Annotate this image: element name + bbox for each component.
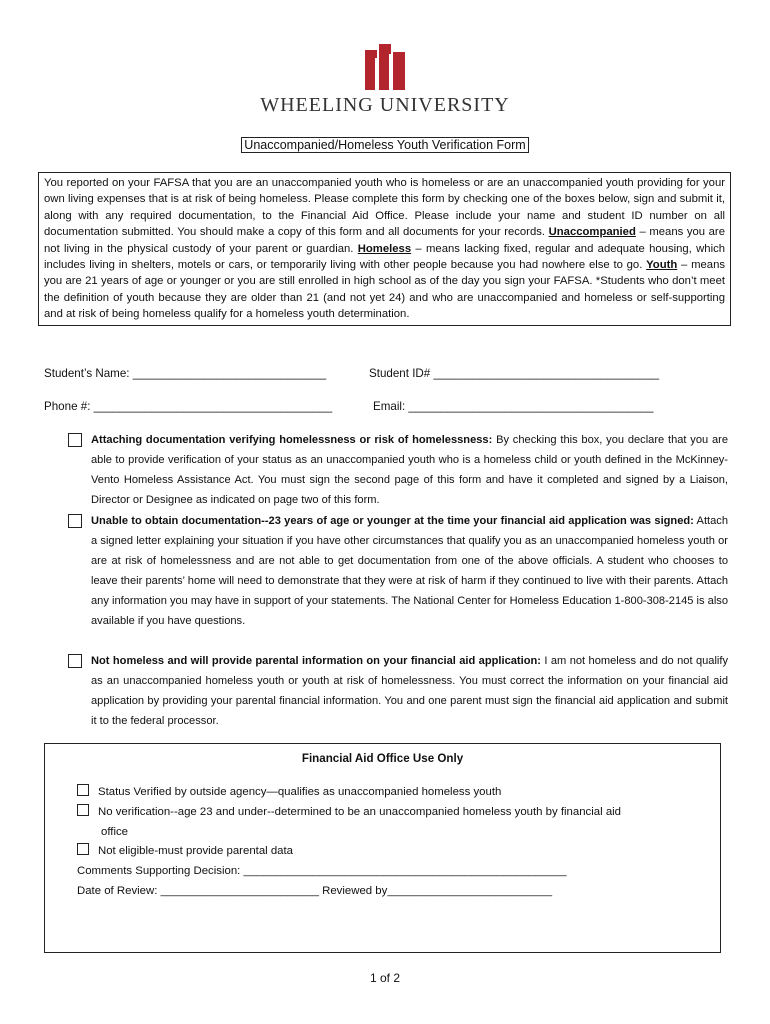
office-item-no-verification-cont: office <box>101 826 129 838</box>
option-not-homeless: Not homeless and will provide parental information on your financial aid application: I am not homeless and do not qualify as an unaccompanied homeless youth or youth at risk of homelessness. You must correct the information on your financial aid application by providing your parental financial information. You and one parent must sign the financial aid application and submit it to the federal processor. <box>68 651 728 731</box>
student-name-field[interactable]: Student’s Name: ______________________________ <box>44 367 327 380</box>
office-date-review-field[interactable]: Date of Review: _________________________ Reviewed by__________________________ <box>77 885 553 897</box>
email-field[interactable]: Email: ______________________________________ <box>373 400 654 413</box>
university-logo <box>0 44 770 117</box>
term-unaccompanied: Unaccompanied <box>548 226 636 239</box>
term-homeless: Homeless <box>357 242 412 255</box>
office-item-not-eligible: Not eligible-must provide parental data <box>77 841 697 861</box>
phone-row <box>44 400 332 413</box>
office-verified-checkbox[interactable] <box>77 784 89 796</box>
office-not-eligible-checkbox[interactable] <box>77 843 89 855</box>
phone-field[interactable]: Phone #: _____________________________________ <box>44 400 333 413</box>
term-youth: Youth <box>646 259 678 272</box>
office-use-title: Financial Aid Office Use Only <box>301 752 464 765</box>
email-row <box>373 400 653 413</box>
option-documentation-checkbox[interactable] <box>68 433 82 447</box>
form-title: Unaccompanied/Homeless Youth Verification Form <box>0 138 770 152</box>
option-no-documentation: Unable to obtain documentation--23 years of age or younger at the time your financial aid application was signed: Attach a signed letter explaining your situation if you have other circumstances that qualify you as an unaccompanied homeless youth or are at risk of homelessness and are not able to get documentation from one of the above officials. A student who chooses to leave their parents’ home will need to demonstrate that they were at risk of harm if they continued to live with their parents. Attach any information you may have in support of your statements. The National Center for Homeless Education 1-800-308-2145 is also available if you have questions. <box>68 511 728 631</box>
office-comments-field[interactable]: Comments Supporting Decision: ___________________________________________________ <box>77 865 567 877</box>
student-id-field[interactable]: Student ID# ___________________________________ <box>369 367 660 380</box>
office-use-box <box>44 743 721 953</box>
option-no-documentation-checkbox[interactable] <box>68 514 82 528</box>
student-name-row <box>44 367 326 380</box>
intro-paragraph: You reported on your FAFSA that you are an unaccompanied youth who is homeless or are an unaccompanied youth providing for your own living expenses that is at risk of being homeless. Please complete this form by checking one of the boxes below, sign and submit it, along with any required documentation, to the Financial Aid Office. Please include your name and student ID number on all documentation submitted. You should make a copy of this form and all documents for your records. Unaccompanied – means you are not living in the physical custody of your parent or guardian. Homeless – means lacking fixed, regular and adequate housing, which includes living in shelters, motels or cars, or temporarily living with other people because you had nowhere else to go. Youth – means you are 21 years of age or younger or you are still enrolled in high school as of the day you sign your FAFSA. *Students who don’t meet the definition of youth because they are older than 21 (and not yet 24) and who are unaccompanied and homeless or self-supporting and at risk of being homeless qualify for a homeless youth determination. <box>38 172 731 326</box>
office-item-no-verification: No verification--age 23 and under--determined to be an unaccompanied homeless youth by financial aid <box>77 802 697 822</box>
option-documentation: Attaching documentation verifying homelessness or risk of homelessness: By checking this box, you declare that you are able to provide verification of your status as an unaccompanied youth who is a homeless child or youth defined in the McKinney-Vento Homeless Assistance Act. You must sign the second page of this form and have it completed and signed by a Liaison, Director or Designee as indicated on page two of this form. <box>68 430 728 510</box>
student-id-row <box>369 367 659 380</box>
university-name: WHEELING UNIVERSITY <box>260 94 510 116</box>
university-crest-icon <box>363 44 407 90</box>
option-not-homeless-checkbox[interactable] <box>68 654 82 668</box>
office-item-verified: Status Verified by outside agency—qualifies as unaccompanied homeless youth <box>77 782 697 802</box>
office-no-verification-checkbox[interactable] <box>77 804 89 816</box>
page-number: 1 of 2 <box>369 971 401 985</box>
